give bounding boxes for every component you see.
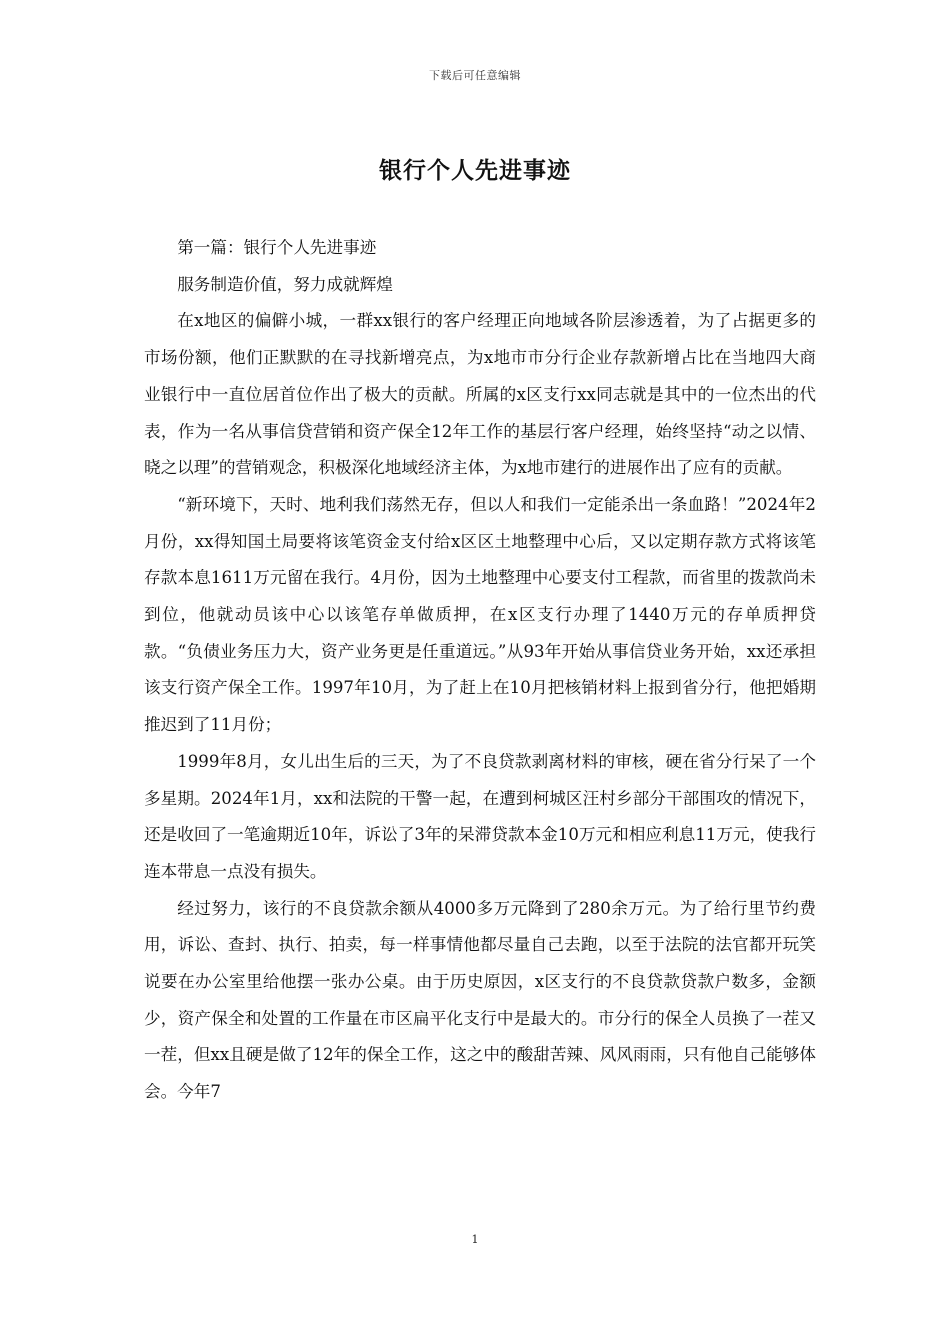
document-body	[144, 230, 816, 1111]
page-number: 1	[471, 1233, 479, 1246]
header-note: 下载后可任意编辑	[429, 69, 521, 82]
subheading: 服务制造价值，努力成就辉煌	[177, 274, 393, 294]
body-paragraph: 1999年8月，女儿出生后的三天，为了不良贷款剥离材料的审核，硬在省分行呆了一个多星期。2024年1月，xx和法院的干警一起，在遭到柯城区汪村乡部分干部围攻的情况下，还是收回了一笔逾期近10年，诉讼了3年的呆滞贷款本金10万元和相应利息11万元，使我行连本带息一点没有损失。	[144, 751, 816, 881]
document-title: 银行个人先进事迹	[379, 157, 571, 184]
body-paragraph: 在x地区的偏僻小城，一群xx银行的客户经理正向地域各阶层渗透着，为了占据更多的市场份额，他们正默默的在寻找新增亮点，为x地市市分行企业存款新增占比在当地四大商业银行中一直位居首位作出了极大的贡献。所属的x区支行xx同志就是其中的一位杰出的代表，作为一名从事信贷营销和资产保全12年工作的基层行客户经理，始终坚持“动之以情、晓之以理”的营销观念，积极深化地域经济主体，为x地市建行的进展作出了应有的贡献。	[144, 311, 816, 478]
body-paragraph: “新环境下，天时、地利我们荡然无存，但以人和我们一定能杀出一条血路！”2024年2月份，xx得知国土局要将该笔资金支付给x区区土地整理中心后，又以定期存款方式将该笔存款本息1611万元留在我行。4月份，因为土地整理中心要支付工程款，而省里的拨款尚未到位，他就动员该中心以该笔存单做质押，在x区支行办理了1440万元的存单质押贷款。“负债业务压力大，资产业务更是任重道远。”从93年开始从事信贷业务开始，xx还承担该支行资产保全工作。1997年10月，为了赶上在10月把核销材料上报到省分行，他把婚期推迟到了11月份；	[144, 494, 816, 735]
body-paragraph: 经过努力，该行的不良贷款余额从4000多万元降到了280余万元。为了给行里节约费用，诉讼、查封、执行、拍卖，每一样事情他都尽量自己去跑，以至于法院的法官都开玩笑说要在办公室里给他摆一张办公桌。由于历史原因，x区支行的不良贷款贷款户数多，金额少，资产保全和处置的工作量在市区扁平化支行中是最大的。市分行的保全人员换了一茬又一茬，但xx且硬是做了12年的保全工作，这之中的酸甜苦辣、风风雨雨，只有他自己能够体会。今年7	[144, 898, 816, 1102]
section-heading: 第一篇：银行个人先进事迹	[177, 238, 377, 257]
